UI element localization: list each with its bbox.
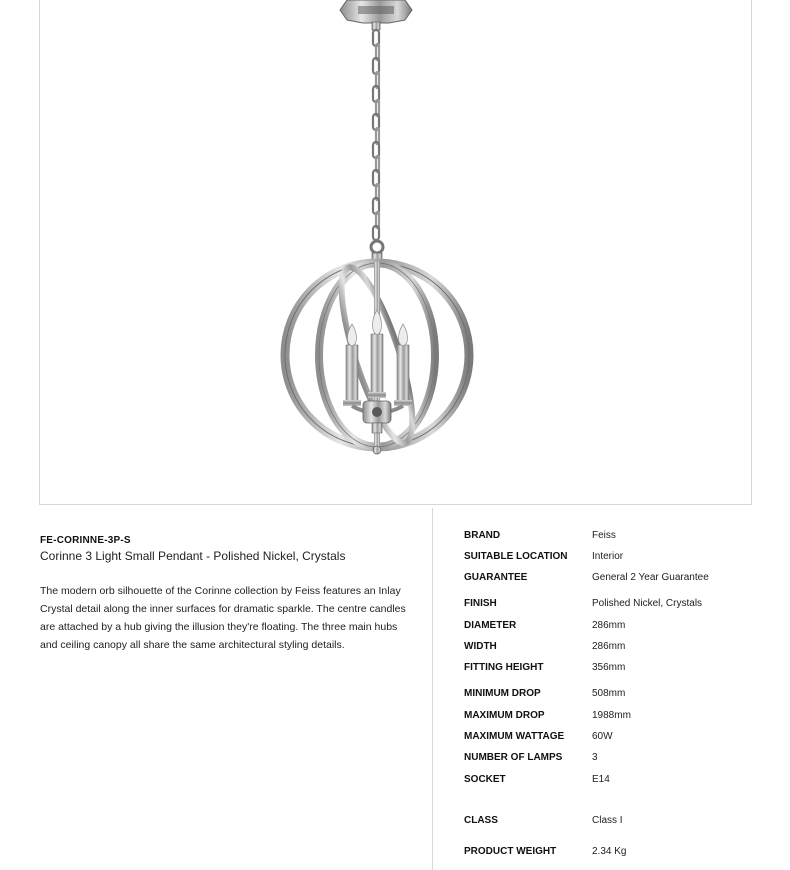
- chain: [373, 30, 379, 240]
- pendant-light-image: [40, 0, 753, 505]
- spec-label: BRAND: [464, 530, 501, 541]
- spec-value: Feiss: [592, 530, 616, 541]
- spec-label: PRODUCT WEIGHT: [464, 846, 557, 857]
- spec-label: SUITABLE LOCATION: [464, 551, 568, 562]
- product-image-frame: [39, 0, 752, 505]
- spec-label: FITTING HEIGHT: [464, 662, 544, 673]
- spec-label: DIAMETER: [464, 620, 517, 631]
- spec-label: MINIMUM DROP: [464, 688, 541, 699]
- spec-label: WIDTH: [464, 641, 497, 652]
- spec-label: FINISH: [464, 598, 497, 609]
- spec-value: 508mm: [592, 688, 626, 699]
- product-description: The modern orb silhouette of the Corinne collection by Feiss features an Inlay Crystal detail along the inner surfaces for dramatic sparkle. The centre candles are attached by a hub giving the illusion they're floating. The three main hubs and ceiling canopy all share the same architectural styling details.: [40, 585, 406, 651]
- spec-value: 2.34 Kg: [592, 846, 627, 857]
- spec-value: 3: [592, 752, 598, 763]
- spec-value: 286mm: [592, 641, 626, 652]
- spec-value: Interior: [592, 551, 624, 562]
- spec-label: SOCKET: [464, 774, 506, 785]
- spec-label: MAXIMUM DROP: [464, 710, 545, 721]
- spec-value: E14: [592, 774, 610, 785]
- spec-value: 60W: [592, 731, 613, 742]
- spec-value: Polished Nickel, Crystals: [592, 598, 703, 609]
- spec-label: CLASS: [464, 815, 498, 826]
- product-title: Corinne 3 Light Small Pendant - Polished Nickel, Crystals: [40, 549, 346, 563]
- spec-value: 356mm: [592, 662, 626, 673]
- spec-label: NUMBER OF LAMPS: [464, 752, 563, 763]
- ceiling-canopy: [340, 0, 412, 30]
- top-loop: [371, 241, 383, 253]
- spec-value: 1988mm: [592, 710, 631, 721]
- spec-value: Class I: [592, 815, 623, 826]
- spec-label: MAXIMUM WATTAGE: [464, 731, 565, 742]
- spec-label: GUARANTEE: [464, 572, 528, 583]
- candle-cluster: [343, 310, 412, 454]
- spec-value: General 2 Year Guarantee: [592, 572, 709, 583]
- spec-value: 286mm: [592, 620, 626, 631]
- product-sku: FE-CORINNE-3P-S: [40, 535, 131, 546]
- column-divider: [432, 508, 433, 870]
